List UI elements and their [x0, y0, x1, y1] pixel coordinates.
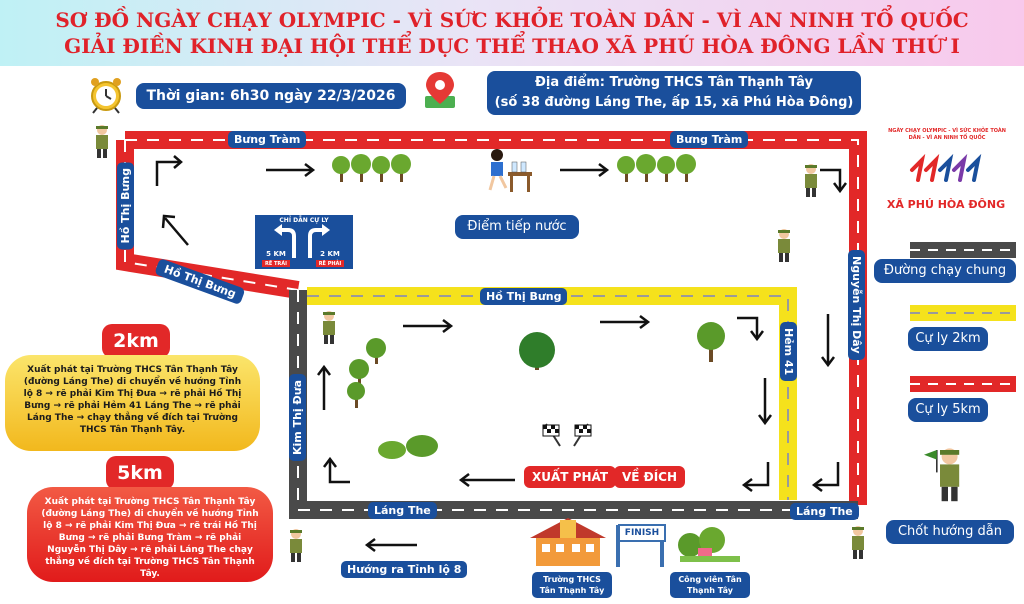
- legend-common: Đường chạy chung: [874, 259, 1016, 283]
- route-5km-text: Xuất phát tại Trường THCS Tân Thạnh Tây (đường Láng The) di chuyển về hướng Tỉnh lộ 8 → rẽ phải Kim Thị Đưa → rẽ trái Hồ Thị Bưng → rẽ phải Bưng Tràm → rẽ phải Nguyễn Thị Dây → rẽ phải Láng The chạy thẳng về đích tại Trường THCS Tân Thạnh Tây.: [41, 497, 259, 579]
- location-line-2: (số 38 đường Láng The, ấp 15, xã Phú Hòa Đông): [494, 95, 854, 110]
- location-pin-icon: [425, 72, 455, 108]
- sign-left-km: 5 KM: [266, 250, 286, 258]
- title-line-1: SƠ ĐỒ NGÀY CHẠY OLYMPIC - VÌ SỨC KHỎE TOÀN DÂN - VÌ AN NINH TỔ QUỐC: [55, 8, 969, 32]
- park-icon: [678, 527, 740, 562]
- logo-name: XÃ PHÚ HÒA ĐÔNG: [886, 198, 1006, 211]
- legend-2km: Cự ly 2km: [908, 327, 988, 351]
- water-table-icon: [508, 162, 532, 192]
- route-2km-text: Xuất phát tại Trường THCS Tân Thạnh Tây (đường Láng The) di chuyển về hướng Tỉnh lộ 8 → rẽ phải Kim Thị Đưa → rẽ phải Hồ Thị Bưng → rẽ phải Hẻm 41 Láng The → rẽ phải Láng The → chạy thẳng về đích tại Trường THCS Tân Thạnh Tây.: [23, 365, 242, 435]
- street-label-hem-41: Hẻm 41: [780, 322, 797, 381]
- street-label-lang-the-1: Láng The: [368, 502, 437, 519]
- street-label-kim-thi-dua: Kim Thị Đưa: [289, 374, 306, 461]
- start-label: XUẤT PHÁT: [524, 466, 616, 488]
- route-5km-description: [27, 487, 273, 582]
- finish-label: VỀ ĐÍCH: [614, 466, 685, 488]
- legend-guide: Chốt hướng dẫn: [886, 520, 1014, 544]
- route-5km-badge: 5km: [106, 456, 174, 490]
- alarm-clock-icon: [91, 78, 121, 113]
- street-label-ho-thi-bung-left: Hồ Thị Bưng: [117, 162, 134, 249]
- title-line-2: GIẢI ĐIỀN KINH ĐẠI HỘI THỂ DỤC THỂ THAO XÃ PHÚ HÒA ĐÔNG LẦN THỨ I: [64, 34, 960, 58]
- park-caption: Công viên Tân Thạnh Tây: [670, 572, 750, 598]
- tree-icons: [332, 154, 725, 459]
- street-label-bung-tram-1: Bưng Tràm: [228, 131, 306, 148]
- street-label-lang-the-2: Láng The: [790, 503, 859, 520]
- sign-right-km: 2 KM: [320, 250, 340, 258]
- location-line-1: Địa điểm: Trường THCS Tân Thạnh Tây: [534, 75, 814, 90]
- street-label-bung-tram-2: Bưng Tràm: [670, 131, 748, 148]
- logo-arc-text: NGÀY CHẠY OLYMPIC - VÌ SỨC KHỎE TOÀN DÂN - VÌ AN NINH TỔ QUỐC: [888, 128, 1006, 141]
- water-station-label: Điểm tiếp nước: [455, 215, 579, 239]
- finish-gate-banner: FINISH: [618, 524, 666, 542]
- street-label-huong-ra-tinh-lo-8: Hướng ra Tỉnh lộ 8: [341, 561, 467, 578]
- sign-right-turn: RẼ PHẢI: [318, 261, 342, 267]
- route-2km-badge: 2km: [102, 324, 170, 358]
- runner-icon: [490, 149, 506, 190]
- legend-5km: Cự ly 5km: [908, 398, 988, 422]
- street-label-nguyen-thi-day: Nguyễn Thị Dây: [848, 250, 865, 360]
- school-icon: [530, 518, 606, 566]
- street-label-ho-thi-bung-diag: Hồ Thị Bưng: [154, 258, 246, 305]
- logo-icon: [896, 130, 996, 230]
- route-2km-description: [5, 355, 260, 451]
- time-pill: Thời gian: 6h30 ngày 22/3/2026: [136, 83, 406, 109]
- sign-title: CHỈ DẪN CỰ LY: [279, 217, 329, 224]
- checkered-flags-icon: [543, 424, 591, 446]
- location-pill: [487, 71, 861, 115]
- school-caption: Trường THCS Tân Thạnh Tây: [532, 572, 612, 598]
- sign-left-turn: RẼ TRÁI: [265, 261, 287, 267]
- street-label-ho-thi-bung-inner: Hồ Thị Bưng: [480, 288, 567, 305]
